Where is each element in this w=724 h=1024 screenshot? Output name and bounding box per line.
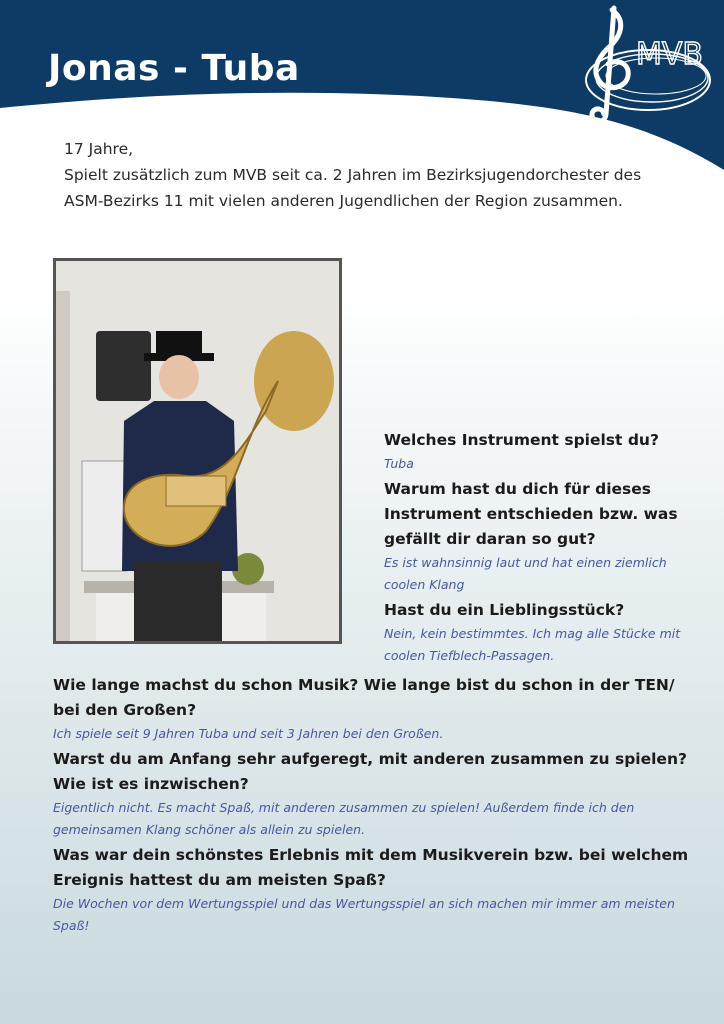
answer-why-instrument: Es ist wahnsinnig laut und hat einen ziemlich coolen Klang <box>384 555 667 592</box>
mvb-logo <box>578 2 718 128</box>
page-title: Jonas - Tuba <box>48 48 300 89</box>
question-instrument: Welches Instrument spielst du? <box>384 431 659 449</box>
answer-how-long: Ich spiele seit 9 Jahren Tuba und seit 3 Jahren bei den Großen. <box>53 726 444 741</box>
answer-instrument: Tuba <box>384 456 414 471</box>
question-nervous: Warst du am Anfang sehr aufgeregt, mit anderen zusammen zu spielen? Wie ist es inzwischen? <box>53 750 687 793</box>
answer-nervous: Eigentlich nicht. Es macht Spaß, mit anderen zusammen zu spielen! Außerdem finde ich den gemeinsamen Klang schöner als allein zu spielen. <box>53 800 635 837</box>
qa-right <box>384 428 684 667</box>
intro-block <box>64 136 684 214</box>
svg-text:MVB: MVB <box>636 37 703 72</box>
intro-description: Spielt zusätzlich zum MVB seit ca. 2 Jahren im Bezirksjugendorchester des ASM-Bezirks 11 mit vielen anderen Jugendlichen der Region zusammen. <box>64 166 642 210</box>
answer-favorite-piece: Nein, kein bestimmtes. Ich mag alle Stücke mit coolen Tiefblech-Passagen. <box>384 626 681 663</box>
qa-bottom <box>53 673 693 937</box>
question-best-experience: Was war dein schönstes Erlebnis mit dem Musikverein bzw. bei welchem Ereignis hattest du am meisten Spaß? <box>53 846 689 889</box>
question-favorite-piece: Hast du ein Lieblingsstück? <box>384 601 625 619</box>
intro-age: 17 Jahre, <box>64 140 134 158</box>
portrait-photo <box>53 258 342 644</box>
answer-best-experience: Die Wochen vor dem Wertungsspiel und das Wertungsspiel an sich machen mir immer am meisten Spaß! <box>53 896 675 933</box>
question-how-long: Wie lange machst du schon Musik? Wie lange bist du schon in der TEN/ bei den Großen? <box>53 676 675 719</box>
question-why-instrument: Warum hast du dich für dieses Instrument entschieden bzw. was gefällt dir daran so gut? <box>384 480 678 548</box>
